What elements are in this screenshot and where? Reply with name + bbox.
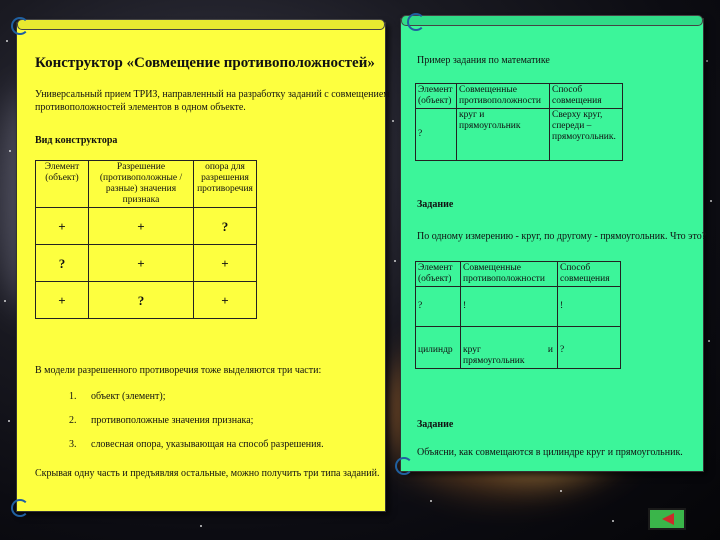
header-cell: разрешения: [201, 173, 249, 183]
task-label: Задание: [417, 419, 454, 430]
table-row: [36, 282, 257, 319]
header-cell: совмещения: [560, 274, 610, 284]
table-cell: спереди –: [552, 121, 592, 131]
scroll-curl-icon: [407, 13, 425, 31]
table-cell: !: [461, 287, 558, 327]
table-row: [416, 287, 621, 327]
table-cell: цилиндр: [418, 345, 453, 355]
header-cell: (объект): [45, 173, 79, 183]
footer-text: Скрывая одну часть и предъявляя остальные, можно получить три типа заданий.: [35, 468, 380, 479]
list-number: 1.: [69, 391, 77, 402]
table-cell: +: [89, 208, 194, 245]
table-cell: прямоугольник: [459, 121, 521, 131]
header-cell: признака: [122, 195, 160, 205]
scroll-roll-top: [17, 19, 385, 30]
header-cell: (противоположные /: [99, 173, 183, 183]
table-cell: !: [558, 287, 621, 327]
header-cell: опора для: [205, 162, 245, 172]
header-cell: (объект): [418, 274, 452, 284]
task-label: Задание: [417, 199, 454, 210]
list-item: объект (элемент);: [91, 391, 166, 402]
right-scroll-panel: [400, 18, 707, 472]
example-table-1: [415, 83, 623, 161]
table-cell: Сверху круг,: [552, 110, 603, 120]
model-text: В модели разрешенного противоречия тоже выделяются три части:: [35, 365, 322, 376]
table-cell: +: [89, 245, 194, 282]
table-header-row: [416, 84, 623, 109]
table-cell: +: [36, 208, 89, 245]
table-row: [36, 208, 257, 245]
and-word: и: [547, 345, 553, 355]
table-row: [416, 109, 623, 161]
table-cell: ?: [36, 245, 89, 282]
table-cell: прямоугольник: [463, 356, 525, 366]
header-cell: совмещения: [552, 96, 602, 106]
table-cell: +: [194, 282, 257, 319]
list-number: 2.: [69, 415, 77, 426]
view-heading: Вид конструктора: [35, 135, 118, 146]
header-cell: разные) значения: [105, 184, 177, 194]
scroll-curl-icon: [11, 499, 29, 517]
header-cell: Элемент: [44, 162, 80, 172]
example-table-2: [415, 261, 621, 369]
panel-title: Конструктор «Совмещение противоположностей»: [35, 55, 375, 71]
table-cell: ?: [194, 208, 257, 245]
back-button[interactable]: [648, 508, 686, 530]
header-cell: Элемент: [418, 263, 453, 273]
table-cell: круг и: [459, 110, 485, 120]
scroll-curl-icon: [395, 457, 413, 475]
constructor-table: [35, 160, 257, 319]
intro-line-2: противоположностей элементов в одном объекте.: [35, 102, 246, 113]
table-cell: ?: [418, 129, 423, 139]
list-number: 3.: [69, 439, 77, 450]
table-row: [416, 327, 621, 369]
back-arrow-icon: [662, 513, 674, 525]
header-cell: противоречия: [197, 184, 253, 194]
table-cell: +: [194, 245, 257, 282]
header-cell: Совмещенные: [459, 85, 517, 95]
scroll-roll-top: [401, 15, 703, 26]
header-cell: Элемент: [418, 85, 453, 95]
table-cell: ?: [560, 345, 565, 355]
list-item: словесная опора, указывающая на способ разрешения.: [91, 439, 324, 450]
header-cell: противоположности: [459, 96, 541, 106]
table-cell: прямоугольник.: [552, 132, 616, 142]
table-cell: ?: [416, 287, 461, 327]
scroll-curl-icon: [11, 17, 29, 35]
list-item: противоположные значения признака;: [91, 415, 254, 426]
table-header-row: [416, 262, 621, 287]
task-text: Объясни, как совмещаются в цилиндре круг и прямоугольник.: [417, 447, 683, 458]
table-header-row: [36, 161, 257, 208]
left-scroll-panel: [16, 22, 390, 512]
table-cell: круг: [463, 345, 481, 355]
table-cell: +: [36, 282, 89, 319]
header-cell: (объект): [418, 96, 452, 106]
example-heading: Пример задания по математике: [417, 55, 550, 66]
header-cell: Способ: [552, 85, 583, 95]
header-cell: Разрешение: [116, 162, 166, 172]
task-text: По одному измерению - круг, по другому - прямоугольник. Что это?: [417, 231, 707, 242]
header-cell: Способ: [560, 263, 591, 273]
header-cell: противоположности: [463, 274, 545, 284]
table-row: [36, 245, 257, 282]
table-cell: ?: [89, 282, 194, 319]
intro-line-1: Универсальный прием ТРИЗ, направленный на разработку заданий с совмещением: [35, 89, 390, 100]
header-cell: Совмещенные: [463, 263, 521, 273]
